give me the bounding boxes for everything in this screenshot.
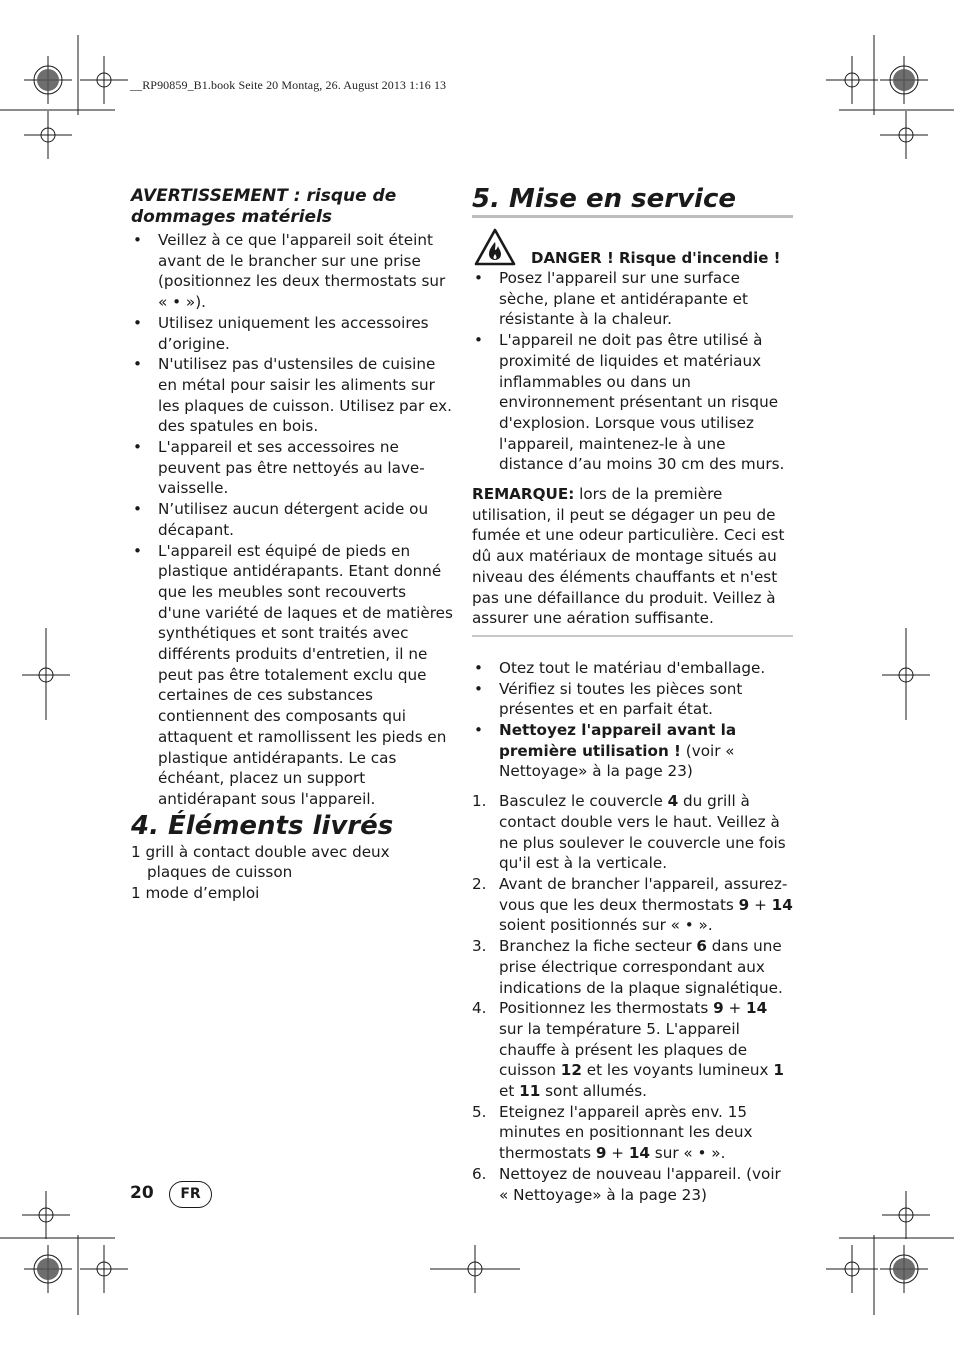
crosshair-icon: [882, 1191, 930, 1239]
part-number: 9: [738, 895, 750, 914]
language-badge: FR: [169, 1181, 212, 1208]
step-text: sur « • ».: [649, 1144, 726, 1163]
part-number: 9: [595, 1144, 607, 1163]
step-text: et les voyants lumineux: [581, 1061, 774, 1080]
list-item: • Utilisez uniquement les accessoires d’origine.: [131, 313, 453, 354]
list-item: • Posez l'appareil sur une surface sèche, plane et antidérapante et résistante à la chaleur.: [472, 268, 793, 330]
crosshair-icon: [880, 111, 928, 159]
list-item: 1 mode d’emploi: [131, 884, 260, 903]
part-number: 12: [560, 1061, 582, 1080]
step-text: soient positionnés sur « • ».: [499, 916, 713, 935]
crosshair-icon: [826, 1245, 878, 1293]
book-file-info: __RP90859_B1.book Seite 20 Montag, 26. August 2013 1:16 13: [130, 78, 447, 92]
clean-reference: (voir « Nettoyage» à la page 23): [499, 741, 735, 781]
step-text: Basculez le couvercle: [499, 792, 668, 811]
list-item: • L'appareil et ses accessoires ne peuvent pas être nettoyés au lave-vaisselle.: [131, 437, 453, 499]
step-text: +: [723, 999, 747, 1018]
step-number: 6.: [472, 1164, 487, 1183]
step-number: 3.: [472, 937, 487, 956]
step-text: +: [606, 1144, 629, 1163]
section-4-title: 4. Éléments livrés: [131, 810, 394, 841]
list-item: • Vérifiez si toutes les pièces sont présentes et en parfait état.: [472, 679, 793, 720]
step-text: Positionnez les thermostats: [499, 999, 714, 1018]
list-item: • L'appareil est équipé de pieds en plastique antidérapants. Etant donné que les meubles sont recouverts d'une variété de laques et de matières synthétiques et sont traités avec différents produits d'entretien, il ne peut pas être totalement exclu que certaines de ces substances contiennent des composants qui attaquent et ramollissent les pieds en plastique antidérapants. Le cas échéant, placez un support antidérapant sous l'appareil.: [131, 541, 453, 810]
warning-title: AVERTISSEMENT : risque de dommages matériels: [131, 186, 397, 227]
list-item: • Otez tout le matériau d'emballage.: [472, 658, 793, 679]
crosshair-icon: [80, 56, 128, 104]
crosshair-icon: [80, 1245, 128, 1293]
step-text: sont allumés.: [540, 1082, 647, 1101]
step-text: Eteignez l'appareil après env. 15 minutes en positionnant les deux thermostats: [499, 1102, 753, 1163]
part-number: 6: [696, 937, 707, 956]
part-number: 4: [667, 792, 679, 811]
crosshair-icon: [24, 111, 72, 159]
step-text: Nettoyez de nouveau l'appareil. (voir « Nettoyage» à la page 23): [499, 1164, 781, 1204]
section-5-title: 5. Mise en service: [472, 184, 736, 214]
step-number: 4.: [472, 999, 487, 1018]
list-item: • N'utilisez pas d'ustensiles de cuisine en métal pour saisir les aliments sur les plaques de cuisson. Utilisez par ex. des spatules en bois.: [131, 354, 453, 437]
list-item: • L'appareil ne doit pas être utilisé à proximité de liquides et matériaux inflammables ou dans un environnement présentant un risque d'explosion. Lorsque vous utilisez l'appareil, maintenez-le à une distance d’au moins 30 cm des murs.: [472, 330, 793, 475]
crosshair-icon: [22, 1191, 70, 1239]
danger-title: DANGER ! Risque d'incendie !: [531, 249, 781, 267]
list-item: • Veillez à ce que l'appareil soit éteint avant de le brancher sur une prise (positionnez les deux thermostats sur « • »).: [131, 230, 453, 313]
list-item: 1 grill à contact double avec deux plaques de cuisson: [131, 842, 390, 882]
crosshair-icon: [826, 56, 878, 104]
step-number: 2.: [472, 874, 487, 893]
page-number: 20: [130, 1183, 154, 1203]
step-text: du grill à contact double vers le haut. Veillez à ne plus soulever le couvercle une fois qu'il est à la verticale.: [499, 792, 786, 873]
step-text: Avant de brancher l'appareil, assurez-vous que les deux thermostats: [499, 874, 788, 914]
note-text: lors de la première utilisation, il peut se dégager un peu de fumée et une odeur particulière. Ceci est dû aux matériaux de montage situés au niveau des éléments chauffants et n'est pas une défaillance du produit. Veillez à assurer une aération suffisante.: [472, 485, 785, 628]
step-number: 1.: [472, 792, 487, 811]
clean-before-use-note: Nettoyez l'appareil avant la première utilisation !: [499, 721, 737, 760]
crosshair-icon: [430, 1245, 520, 1293]
part-number: 14: [746, 999, 768, 1018]
step-text: Branchez la fiche secteur: [499, 937, 697, 956]
step-text: sur la température 5. L'appareil chauffe à présent les plaques de cuisson: [499, 1019, 748, 1080]
step-text: +: [749, 895, 772, 914]
part-number: 14: [771, 895, 793, 914]
list-item: • N’utilisez aucun détergent acide ou décapant.: [131, 499, 453, 540]
part-number: 9: [713, 999, 724, 1018]
step-text: et: [499, 1082, 520, 1101]
part-number: 14: [628, 1144, 650, 1163]
step-number: 5.: [472, 1102, 487, 1121]
step-text: dans une prise électrique correspondant aux indications de la plaque signalétique.: [499, 937, 783, 997]
part-number: 1: [773, 1061, 784, 1080]
note-label: REMARQUE:: [472, 485, 575, 504]
part-number: 11: [519, 1082, 541, 1101]
